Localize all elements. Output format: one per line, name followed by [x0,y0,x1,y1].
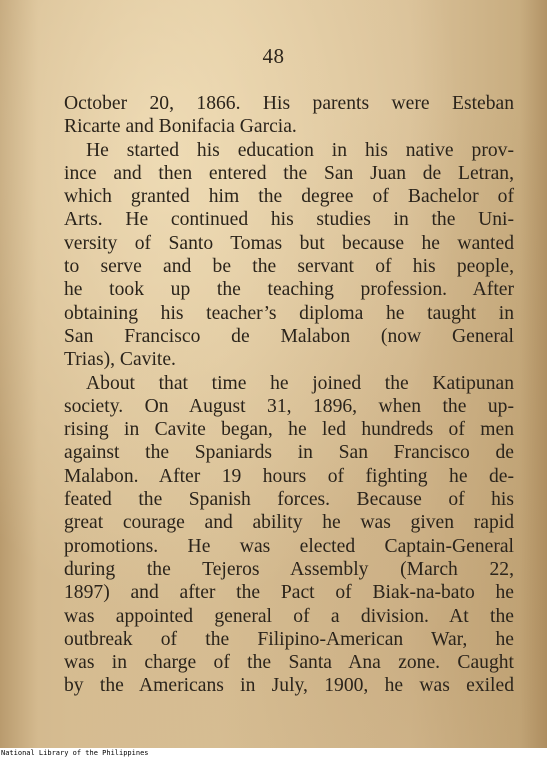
text-line: About that time he joined the Katipunan [86,372,514,394]
page-number: 48 [262,44,285,68]
text-line: which granted him the degree of Bachelor of [64,186,514,208]
text-line: Trias), Cavite. [64,349,176,371]
text-line: society. On August 31, 1896, when the up- [64,395,514,417]
text-line: Arts. He continued his studies in the Uni- [64,209,514,231]
text-line: San Francisco de Malabon (now General [64,325,514,347]
body-text [64,92,514,698]
text-line: October 20, 1866. His parents were Esteban [64,93,514,114]
text-line: promotions. He was elected Captain-General [64,535,514,557]
text-line: during the Tejeros Assembly (March 22, [64,558,514,580]
text-line: rising in Cavite began, he led hundreds of men [64,419,514,441]
text-line: obtaining his teacher’s diploma he taught in [64,302,514,324]
text-line: versity of Santo Tomas but because he wanted [64,232,514,254]
text-line: outbreak of the Filipino-American War, he [64,628,514,650]
text-line: against the Spaniards in San Francisco de [64,442,514,464]
library-credit: National Library of the Philippines [1,749,149,757]
text-line: 1897) and after the Pact of Biak-na-bato he [64,582,514,604]
text-line: feated the Spanish forces. Because of his [64,489,514,511]
text-line: He started his education in his native prov- [86,139,514,161]
text-line: was in charge of the Santa Ana zone. Caught [64,652,514,674]
text-line: great courage and ability he was given rapid [64,512,514,534]
text-line: he took up the teaching profession. After [64,279,514,301]
text-line: to serve and be the servant of his people, [64,256,514,278]
text-line: was appointed general of a division. At the [64,605,514,627]
text-line: ince and then entered the San Juan de Letran, [64,162,514,184]
text-line: Ricarte and Bonifacia Garcia. [64,116,297,138]
text-line: by the Americans in July, 1900, he was exiled [64,675,514,697]
text-line: Malabon. After 19 hours of fighting he de- [64,465,514,487]
